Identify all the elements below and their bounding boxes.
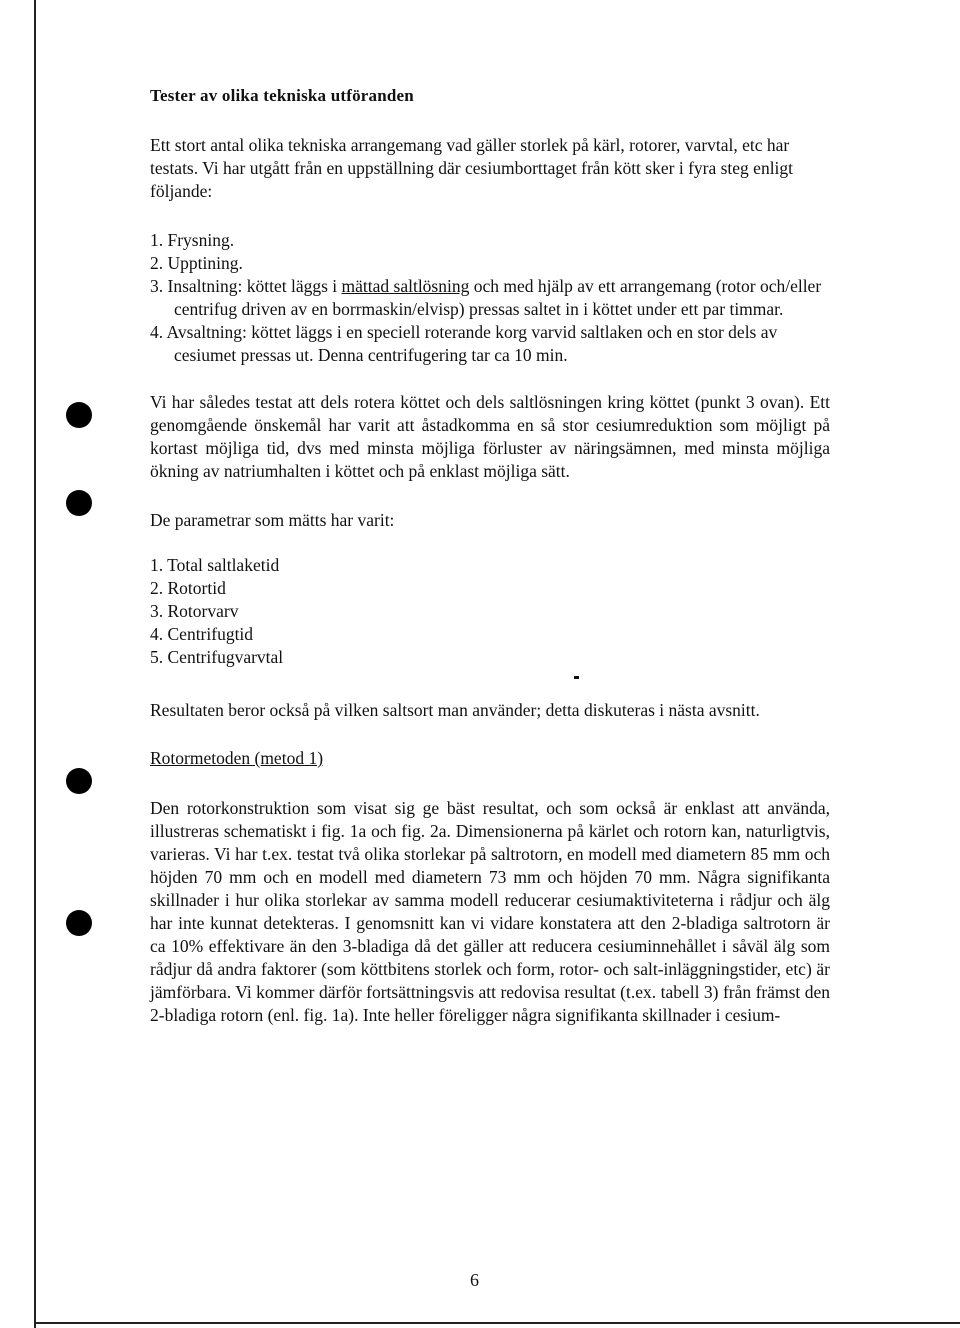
step-text: Upptining. bbox=[167, 253, 243, 273]
parameter-item: 5. Centrifugvarvtal bbox=[150, 647, 284, 667]
steps-list bbox=[150, 229, 830, 367]
page-number: 6 bbox=[470, 1270, 479, 1290]
document-body bbox=[150, 86, 830, 1027]
step-item bbox=[150, 321, 830, 367]
step-number: 2. bbox=[150, 253, 164, 273]
scan-border-left bbox=[34, 0, 36, 1328]
binder-hole-2 bbox=[66, 490, 92, 516]
parameter-item: 1. Total saltlaketid bbox=[150, 555, 280, 575]
step-text: Frysning. bbox=[167, 230, 235, 250]
step-item bbox=[150, 229, 830, 252]
parameters-list bbox=[150, 554, 830, 669]
scan-border-bottom bbox=[34, 1322, 960, 1324]
step-item bbox=[150, 252, 830, 275]
binder-hole-1 bbox=[66, 402, 92, 428]
section-title: Tester av olika tekniska utföranden bbox=[150, 86, 414, 105]
step-number: 1. bbox=[150, 230, 164, 250]
binder-hole-3 bbox=[66, 768, 92, 794]
step-number: 4. bbox=[150, 322, 164, 342]
params-intro: De parametrar som mätts har varit: bbox=[150, 510, 395, 530]
results-paragraph: Resultaten beror också på vilken saltsort man använder; detta diskuteras i nästa avsnitt. bbox=[150, 700, 760, 720]
step-number: 3. bbox=[150, 276, 164, 296]
rotor-method-paragraph: Den rotorkonstruktion som visat sig ge bäst resultat, och som också är enklast att använda, illustreras schematiskt i fig. 1a och fig. 2a. Dimensionerna på kärlet och rotorn kan, naturligtvis, varieras. Vi har t.ex. testat två olika storlekar på saltrotorn, en modell med diametern 85 mm och höjden 70 mm och en modell med diametern 73 mm och höjden 70 mm. Några signifikanta skillnader i hur olika storlekar av samma modell reducerar cesiumaktiviteterna i rådjur och älg har inte kunnat detekteras. I genomsnitt kan vi vidare konstatera att den 2-bladiga saltrotorn är ca 10% effektivare än den 3-bladiga då det gäller att reducera cesiuminnehållet i såväl älg som rådjur då andra faktorer (som köttbitens storlek och form, rotor- och salt-inläggningstider, etc) är jämförbara. Vi kommer därför fortsättningsvis att redovisa resultat (t.ex. tabell 3) från främst den 2-bladiga rotorn (enl. fig. 1a). Inte heller föreligger några signifikanta skillnader i cesium- bbox=[150, 798, 830, 1025]
parameter-item: 4. Centrifugtid bbox=[150, 624, 254, 644]
methods-paragraph: Vi har således testat att dels rotera köttet och dels saltlösningen kring köttet (punkt 3 ovan). Ett genomgående önskemål har varit att åstadkomma en så stor cesiumreduktion som möjligt på kortast möjliga tid, dvs med minsta möjliga förluster av näringsämnen, med minsta möjliga ökning av natriumhalten i köttet och på enklast möjliga sätt. bbox=[150, 392, 830, 481]
binder-hole-4 bbox=[66, 910, 92, 936]
intro-paragraph: Ett stort antal olika tekniska arrangemang vad gäller storlek på kärl, rotorer, varvtal, etc har testats. Vi har utgått från en uppställning där cesiumborttaget från kött sker i fyra steg enligt följande: bbox=[150, 135, 794, 201]
parameter-item: 3. Rotorvarv bbox=[150, 601, 239, 621]
parameter-item: 2. Rotortid bbox=[150, 578, 226, 598]
step-item bbox=[150, 275, 830, 321]
step-text: och med hjälp av ett arrangemang (rotor och/eller centrifug driven av en borrmaskin/elvisp) pressas saltet in i köttet under ett par timmar. bbox=[174, 276, 822, 319]
subsection-heading: Rotormetoden (metod 1) bbox=[150, 748, 324, 768]
step-underlined-term: mättad saltlösning bbox=[341, 276, 470, 296]
step-text: Insaltning: köttet läggs i bbox=[167, 276, 342, 296]
step-text: Avsaltning: köttet läggs i en speciell roterande korg varvid saltlaken och en stor dels av cesiumet pressas ut. Denna centrifugering tar ca 10 min. bbox=[166, 322, 778, 365]
